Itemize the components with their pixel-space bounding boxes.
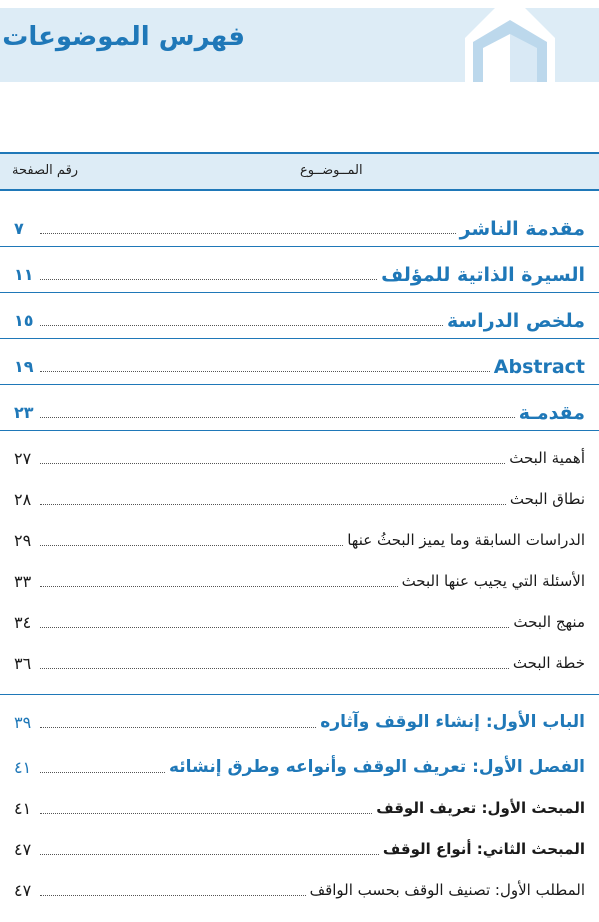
toc-entry-title: الفصل الأول: تعريف الوقف وأنواعه وطرق إنشائه [168,757,585,777]
toc-entry[interactable] [0,481,599,517]
toc-page-number: ٢٧ [14,448,32,468]
toc-entry[interactable] [0,257,599,293]
dot-leader [40,813,372,814]
toc-entry-title: المبحث الأول: تعريف الوقف [376,799,585,817]
toc-page-number: ٣٩ [14,712,32,732]
toc-entry[interactable] [0,522,599,558]
toc-entry[interactable] [0,349,599,385]
toc-page-number: ٤١ [14,798,32,818]
dot-leader [40,727,316,728]
topic-column-header: المــوضــوع [300,163,363,178]
dot-leader [40,371,490,372]
dot-leader [40,233,456,234]
toc-entry-title: الباب الأول: إنشاء الوقف وآثاره [320,712,585,732]
toc-table-header [0,152,599,191]
dot-leader [40,668,509,669]
book-logo-icon [455,8,565,82]
toc-page-number: ٧ [14,219,24,238]
toc-entry-title: منهج البحث [513,613,585,631]
dot-leader [40,854,379,855]
toc-page-number: ٣٦ [14,653,32,673]
toc-entry[interactable] [0,790,599,826]
toc-entry-title: مقدمـة [518,401,585,424]
toc-entry-title: المطلب الأول: تصنيف الوقف بحسب الواقف [309,881,585,899]
toc-entry-title: المبحث الثاني: أنواع الوقف [382,840,585,858]
toc-entry-title: ملخص الدراسة [446,309,585,332]
toc-entry-title: السيرة الذاتية للمؤلف [381,263,585,286]
dot-leader [40,895,306,896]
dot-leader [40,586,398,587]
toc-page-number: ٤١ [14,757,32,777]
page-banner [0,8,599,82]
toc-page-number: ٢٨ [14,489,32,509]
toc-entry[interactable] [0,395,599,431]
toc-entry-title: أهمية البحث [509,449,585,467]
toc-page-number: ٢٣ [14,403,34,422]
toc-entry-title: نطاق البحث [509,490,585,508]
dot-leader [40,417,515,418]
dot-leader [40,772,165,773]
toc-entry-title: الدراسات السابقة وما يميز البحثُ عنها [347,531,585,549]
dot-leader [40,463,505,464]
toc-page-number: ٤٧ [14,880,32,900]
section-divider [0,694,599,695]
toc-entry[interactable] [0,645,599,681]
toc-entry-title: الأسئلة التي يجيب عنها البحث [401,572,585,590]
toc-page-number: ١٩ [14,357,34,376]
toc-page-number: ٢٩ [14,530,32,550]
dot-leader [40,504,506,505]
toc-page-number: ١٥ [14,311,34,330]
toc-page-number: ٣٣ [14,571,32,591]
toc-entry[interactable] [0,303,599,339]
dot-leader [40,627,509,628]
toc-entry[interactable] [0,872,599,908]
toc-page-number: ١١ [14,265,34,284]
toc-entry[interactable] [0,440,599,476]
toc-page-number: ٣٤ [14,612,32,632]
dot-leader [40,279,377,280]
toc-entry[interactable] [0,604,599,640]
toc-entry[interactable] [0,831,599,867]
toc-entry-title: مقدمة الناشر [459,217,585,240]
dot-leader [40,325,443,326]
toc-entry-title: خطة البحث [512,654,585,672]
page-title: فهرس الموضوعات [2,22,245,52]
toc-entry[interactable] [0,563,599,599]
toc-entry[interactable] [0,211,599,247]
toc-entry[interactable] [0,704,599,740]
dot-leader [40,545,343,546]
toc-entry[interactable] [0,749,599,785]
toc-entry-title: Abstract [493,355,585,378]
toc-page-number: ٤٧ [14,839,32,859]
page-column-header: رقم الصفحة [12,163,79,178]
